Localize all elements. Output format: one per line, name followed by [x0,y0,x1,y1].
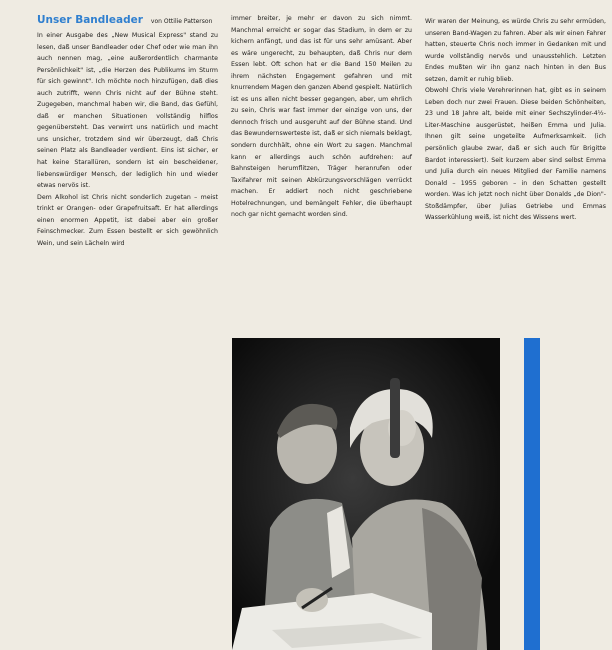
article-column-3 [425,16,606,224]
blue-accent-bar [524,338,540,650]
heading-line [37,13,218,29]
byline: von Ottilie Patterson [150,18,213,25]
paragraph: Dem Alkohol ist Chris nicht sonderlich zugetan – meist trinkt er Orangen- oder Grapefruitsaft. Er hat allerdings einen enormen Appetit, ist dabei aber ein großer Feinschmecker. Zum Essen bestellt er sich gewöhnlich Wein, und sein Lächeln wird [37,193,218,247]
paragraph: immer breiter, je mehr er davon zu sich nimmt. Manchmal erreicht er sogar das Stadium, in dem er zu kichern anfängt, und das ist für uns sehr amüsant. Aber es wäre ungerecht, zu behaupten, daß Chris nur dem Essen lebt. Oft schon hat er die Band 150 Meilen zu ihrem nächsten Engagement gefahren und mit knurrendem Magen den ganzen Abend gespielt. Natürlich ist es uns allen nicht besser gegangen, aber, um ehrlich zu sein, Chris war fast immer der einzige von uns, der dennoch frisch und ausgeruht auf der Bühne stand. Und das Bewundernswerteste ist, daß er sich niemals beklagt, sondern durchhält, ohne ein Wort zu sagen. Manchmal kann er allerdings auch schön aufdrehen: auf Bahnsteigen herumflitzen, Träger heranrufen oder Taxifahrer mit seinen Abkürzungsvorschlägen verrückt machen. Er addiert noch nicht geschriebene Hotelrechnungen, und bemängelt Fehler, die überhaupt noch gar nicht gemacht worden sind. [231,15,412,219]
article-column-2 [231,13,412,221]
article-title: Unser Bandleader [37,14,143,26]
band-photo [232,338,500,650]
paragraph: Wir waren der Meinung, es würde Chris zu sehr ermüden, unseren Band-Wagen zu fahren. Aber als wir einen Fahrer hatten, steuerte Chris noch immer in Gedanken mit und wurde vollständig nervös und unausstehlich. Letzten Endes mußten wir ihn ganz nach hinten in den Bus setzen, damit er ruhig blieb. [425,18,606,83]
article-column-1 [37,13,218,249]
paragraph: In einer Ausgabe des „New Musical Express" stand zu lesen, daß unser Bandleader oder Chef oder wie man ihn auch nennen mag, „eine außerordentlich charmante Persönlichkeit" ist, „die Herzen des Publikums im Sturm für sich gewinnt". Ich möchte noch hinzufügen, daß dies auch zutrifft, wenn Chris nicht auf der Bühne steht. Zugegeben, manchmal haben wir, die Band, das Gefühl, daß er manchen Situationen vollständig hilflos gegenübersteht. Das verwirrt uns natürlich und macht uns unsicher, trotzdem sind wir überzeugt, daß Chris seinen Platz als Bandleader verdient. Eins ist sicher, er hat keine Starallüren, sondern ist ein bescheidener, liebenswürdiger Mensch, der lediglich hin und wieder etwas nervös ist. [37,32,218,190]
paragraph: Obwohl Chris viele Verehrerinnen hat, gibt es in seinem Leben doch nur zwei Frauen. Diese beiden Schönheiten, 23 und 18 Jahre alt, beide mit einer Sechszylinder-4½-Liter-Maschine ausgerüstet, heißen Emma und Julia. Ihnen gilt seine ungeteilte Aufmerksamkeit. (ich persönlich glaube zwar, daß er sich auch für Brigitte Bardot interessiert). Seit kurzem aber sind selbst Emma und Julia durch ein neues Mitglied der Familie namens Donald – 1955 geboren – in den Schatten gestellt worden. Was ich jetzt noch nicht über Donalds „de Dion"-Stoßdämpfer, über Julias Getriebe und Emmas Wasserkühlung weiß, ist nicht des Wissens wert. [425,87,606,222]
